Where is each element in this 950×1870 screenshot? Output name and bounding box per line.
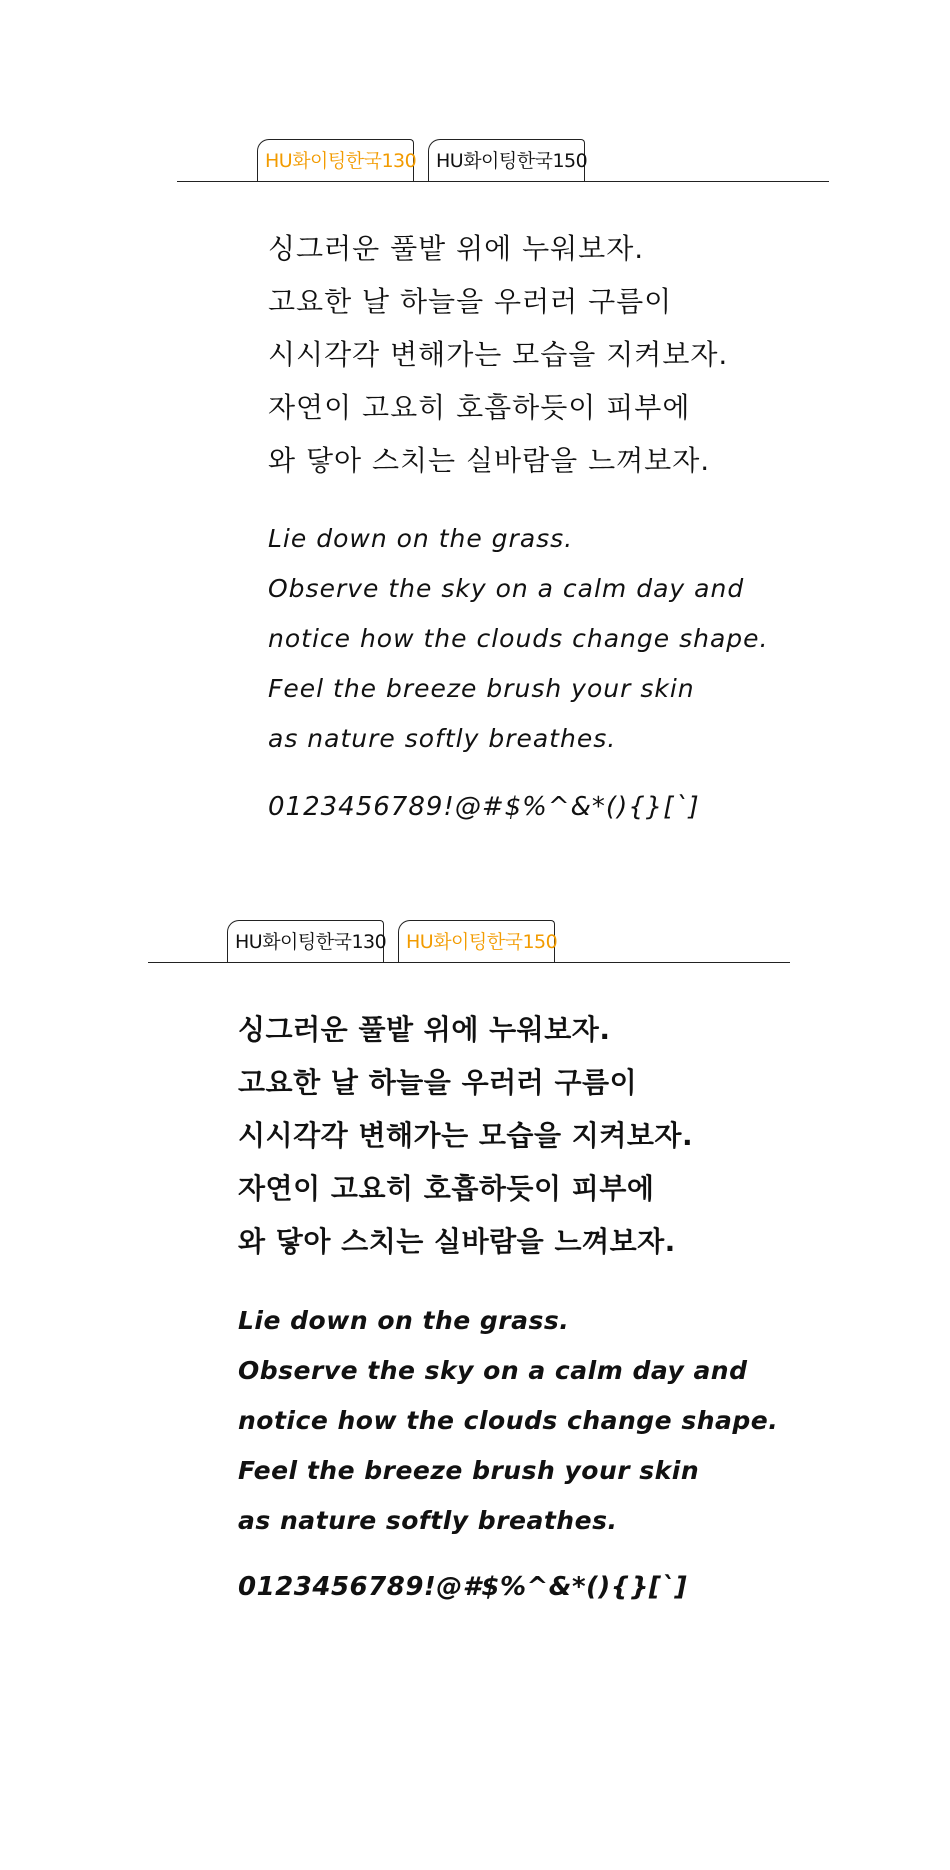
korean-line: 싱그러운 풀밭 위에 누워보자. (238, 1013, 611, 1046)
english-line: as nature softly breathes. (238, 1506, 618, 1535)
english-sample-text (238, 1296, 778, 1546)
korean-line: 와 닿아 스치는 실바람을 느껴보자. (268, 444, 711, 477)
font-tabs (227, 920, 567, 964)
tab-divider (148, 962, 790, 963)
korean-line: 싱그러운 풀밭 위에 누워보자. (268, 232, 645, 265)
korean-line: 와 닿아 스치는 실바람을 느껴보자. (238, 1225, 676, 1258)
korean-line: 고요한 날 하늘을 우러러 구름이 (238, 1066, 638, 1099)
english-line: Observe the sky on a calm day and (238, 1356, 748, 1385)
english-line: Lie down on the grass. (238, 1306, 570, 1335)
symbol-sample-text: 0123456789!@#$%^&*(){}[`] (238, 1572, 688, 1602)
font-tabs (257, 139, 597, 183)
english-line: Feel the breeze brush your skin (238, 1456, 700, 1485)
tab-hu150[interactable]: HU화이팅한국150 (398, 920, 555, 962)
korean-line: 시시각각 변해가는 모습을 지켜보자. (268, 338, 729, 371)
korean-line: 자연이 고요히 호흡하듯이 피부에 (268, 391, 691, 424)
tab-divider (177, 181, 829, 182)
font-preview-panel-130 (0, 0, 950, 900)
tab-hu150[interactable]: HU화이팅한국150 (428, 139, 585, 181)
korean-sample-text (268, 222, 728, 487)
english-sample-text (268, 514, 768, 764)
english-line: notice how the clouds change shape. (238, 1406, 779, 1435)
tab-hu130[interactable]: HU화이팅한국130 (257, 139, 414, 181)
tab-hu130[interactable]: HU화이팅한국130 (227, 920, 384, 962)
korean-line: 자연이 고요히 호흡하듯이 피부에 (238, 1172, 655, 1205)
symbol-sample-text: 0123456789!@#$%^&*(){}[`] (268, 792, 700, 822)
korean-line: 고요한 날 하늘을 우러러 구름이 (268, 285, 673, 318)
english-line: Lie down on the grass. (268, 524, 574, 553)
font-preview-panel-150 (0, 900, 950, 1870)
english-line: Observe the sky on a calm day and (268, 574, 745, 603)
english-line: notice how the clouds change shape. (268, 624, 769, 653)
korean-sample-text (238, 1003, 693, 1268)
english-line: as nature softly breathes. (268, 724, 617, 753)
korean-line: 시시각각 변해가는 모습을 지켜보자. (238, 1119, 694, 1152)
english-line: Feel the breeze brush your skin (268, 674, 695, 703)
